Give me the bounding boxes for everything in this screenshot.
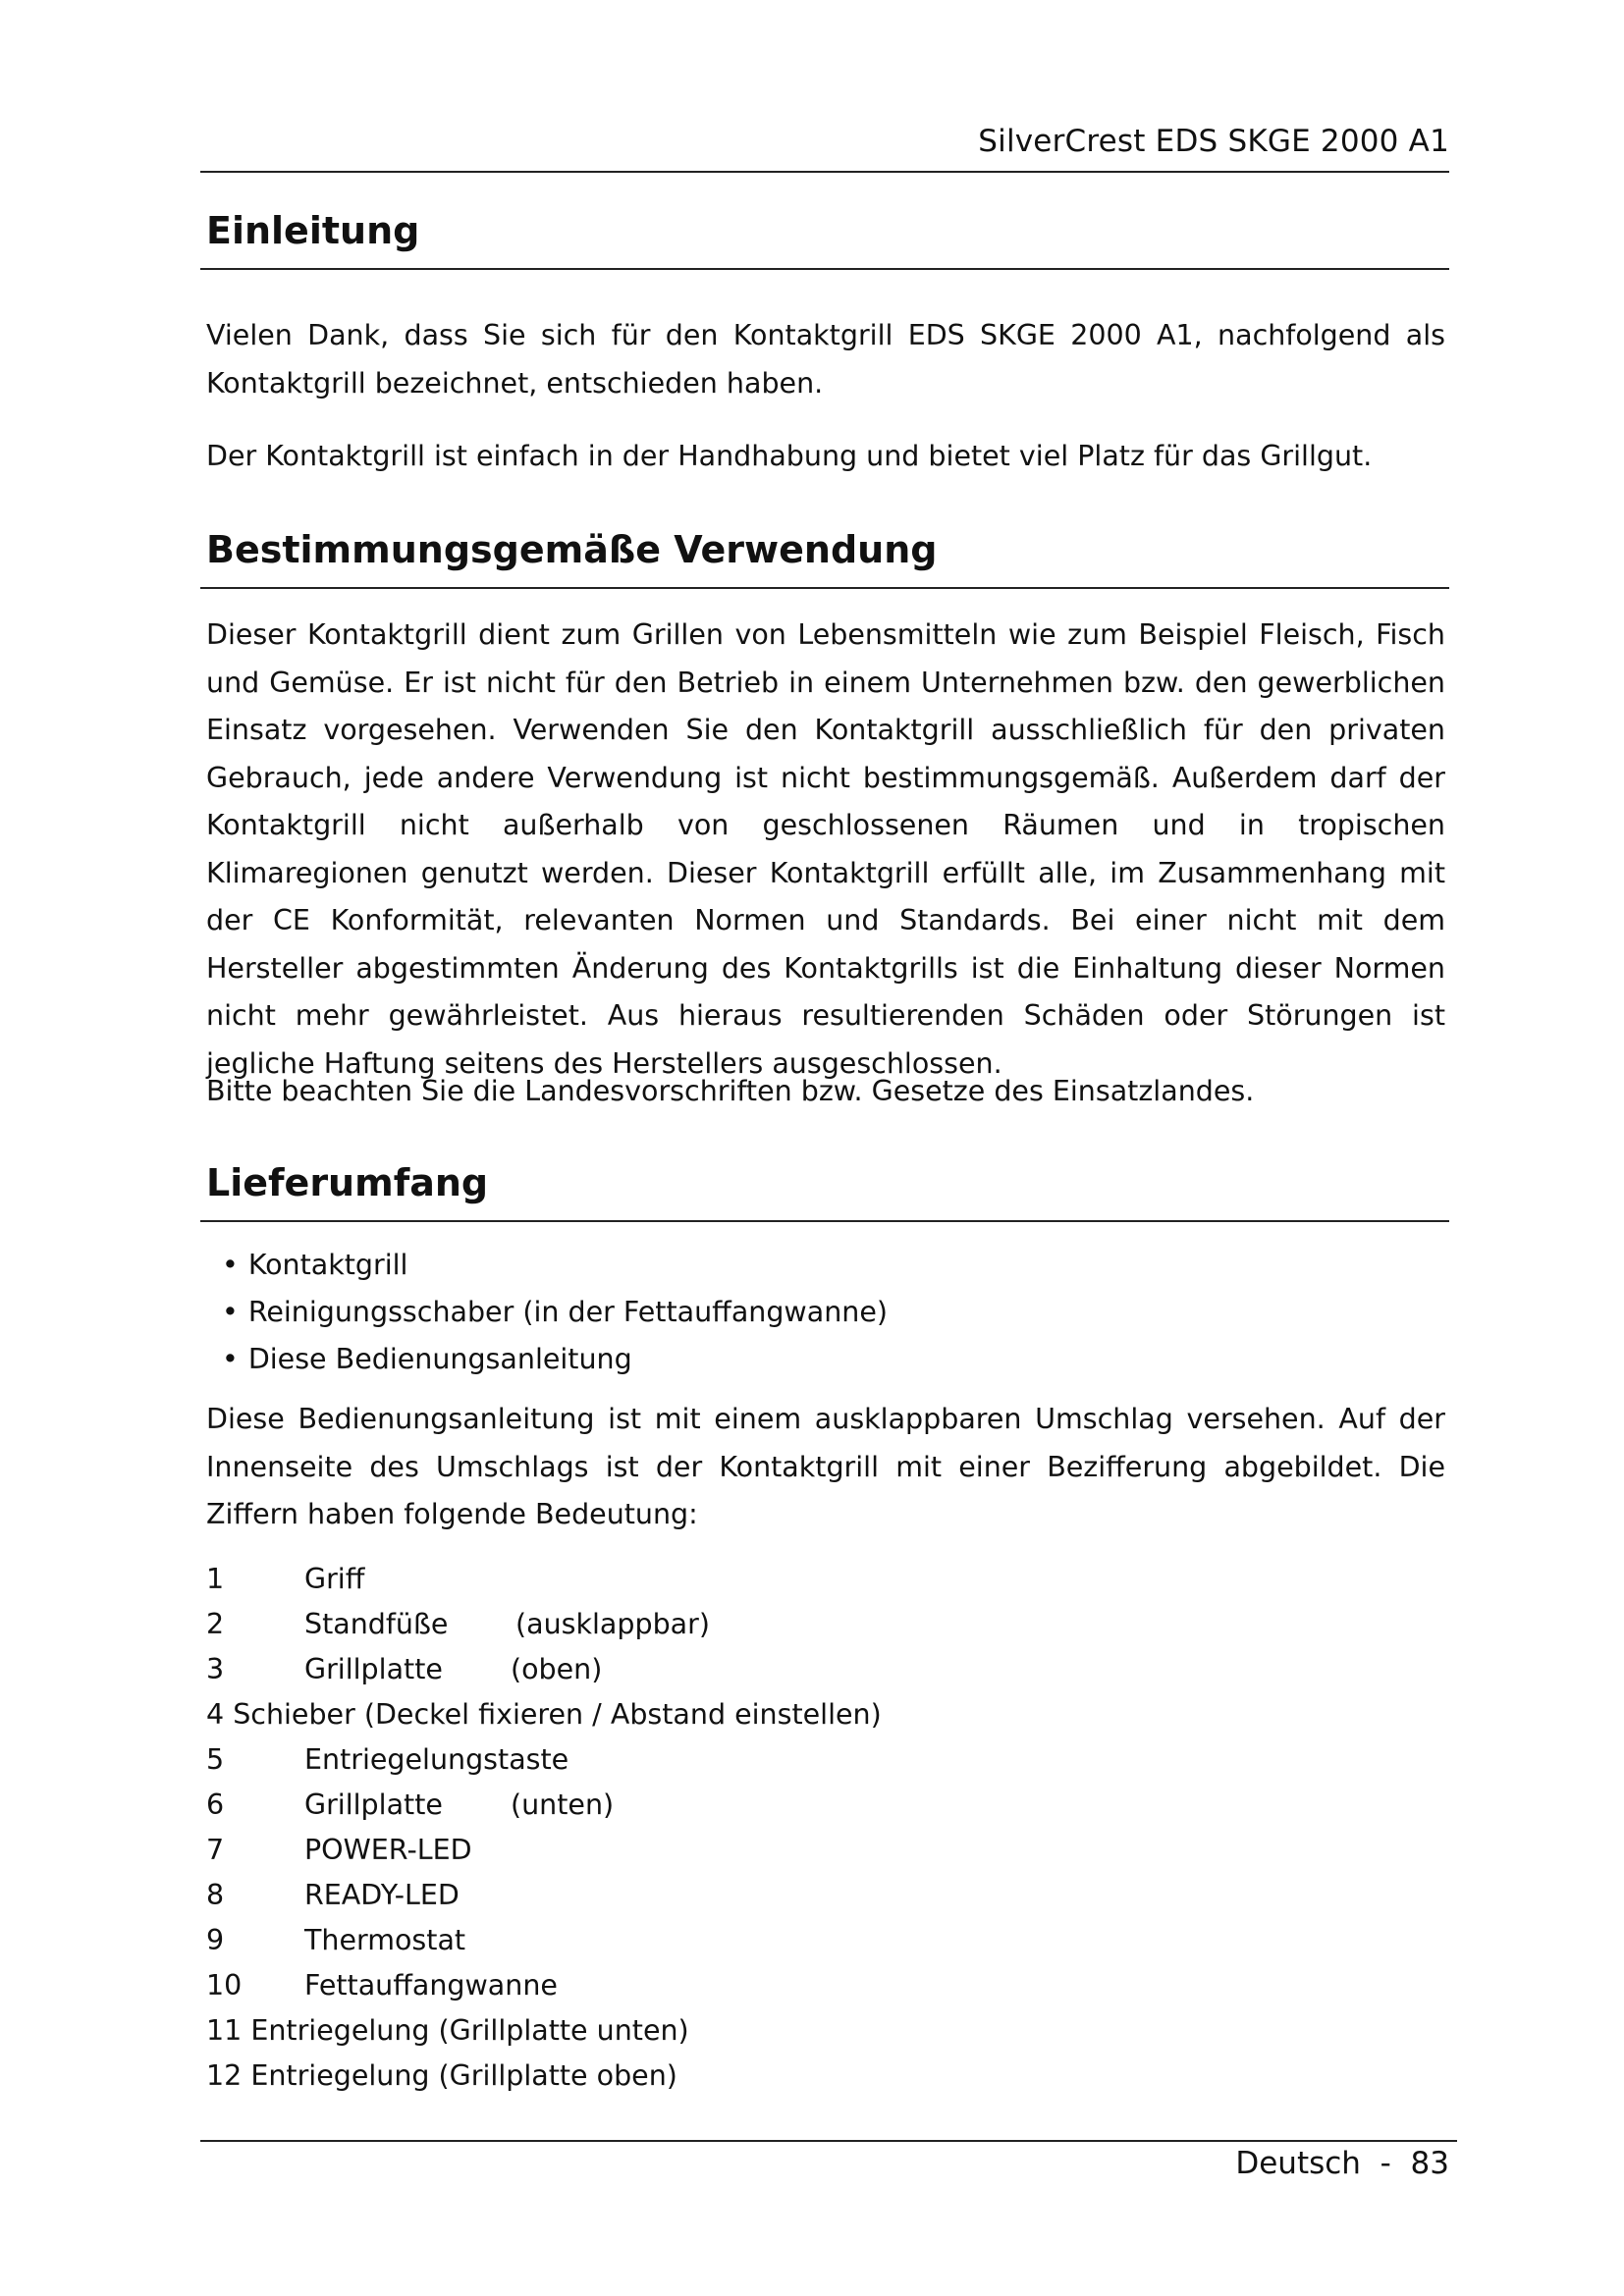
legend-row: 6 Grillplatte (unten)	[206, 1789, 615, 1821]
legend-row: 9 Thermostat	[206, 1924, 466, 1956]
list-item: • Reinigungsschaber (in der Fettauffangwanne)	[222, 1289, 888, 1336]
legend-row: 5 Entriegelungstaste	[206, 1743, 569, 1776]
paragraph: Dieser Kontaktgrill dient zum Grillen von Lebensmitteln wie zum Beispiel Fleisch, Fisch und Gemüse. Er ist nicht für den Betrieb in einem Unternehmen bzw. den gewerblichen Einsatz vorgesehen. Verwenden Sie den Kontaktgrill ausschließlich für den privaten Gebrauch, jede andere Verwendung ist nicht bestimmungsgemäß. Außerdem darf der Kontaktgrill nicht außerhalb von geschlossenen Räumen und in tropischen Klimaregionen genutzt werden. Dieser Kontaktgrill erfüllt alle, im Zusammenhang mit der CE Konformität, relevanten Normen und Standards. Bei einer nicht mit dem Hersteller abgestimmten Änderung des Kontaktgrills ist die Einhaltung dieser Normen nicht mehr gewährleistet. Aus hieraus resultierenden Schäden oder Störungen ist jegliche Haftung seitens des Herstellers ausgeschlossen.	[206, 618, 1445, 1080]
delivery-list	[222, 1242, 888, 1383]
legend-row: 2 Standfüße (ausklappbar)	[206, 1608, 710, 1640]
legend-row: 10 Fettauffangwanne	[206, 1969, 558, 2002]
footer-rule	[200, 2140, 1457, 2142]
heading-rule	[200, 268, 1449, 270]
list-item: • Kontaktgrill	[222, 1242, 888, 1289]
legend-row: 7 POWER-LED	[206, 1834, 472, 1866]
paragraph: Diese Bedienungsanleitung ist mit einem ausklappbaren Umschlag versehen. Auf der Innenseite des Umschlags ist der Kontaktgrill mit einer Bezifferung abgebildet. Die Ziffern haben folgende Bedeutung:	[206, 1403, 1445, 1530]
page-footer: Deutsch - 83	[1235, 2146, 1449, 2181]
legend-row: 4 Schieber (Deckel fixieren / Abstand einstellen)	[206, 1698, 882, 1731]
paragraph: Bitte beachten Sie die Landesvorschriften bzw. Gesetze des Einsatzlandes.	[206, 1075, 1255, 1107]
list-item: • Diese Bedienungsanleitung	[222, 1336, 888, 1383]
legend-row: 8 READY-LED	[206, 1879, 460, 1911]
legend-row: 12 Entriegelung (Grillplatte oben)	[206, 2059, 677, 2092]
bullet-icon: •	[222, 1249, 239, 1281]
legend-row: 1 Griff	[206, 1563, 365, 1595]
heading-einleitung: Einleitung	[206, 209, 420, 252]
heading-lieferumfang: Lieferumfang	[206, 1161, 489, 1204]
document-title: SilverCrest EDS SKGE 2000 A1	[978, 124, 1449, 159]
legend-row: 11 Entriegelung (Grillplatte unten)	[206, 2014, 689, 2047]
heading-rule	[200, 1220, 1449, 1222]
header-rule	[200, 171, 1449, 173]
bullet-icon: •	[222, 1343, 239, 1375]
paragraph: Vielen Dank, dass Sie sich für den Kontaktgrill EDS SKGE 2000 A1, nachfolgend als Kontaktgrill bezeichnet, entschieden haben.	[206, 319, 1445, 400]
bullet-icon: •	[222, 1296, 239, 1328]
legend-row: 3 Grillplatte (oben)	[206, 1653, 603, 1685]
parts-legend	[206, 1557, 1090, 2099]
heading-verwendung: Bestimmungsgemäße Verwendung	[206, 528, 938, 571]
paragraph: Der Kontaktgrill ist einfach in der Handhabung und bietet viel Platz für das Grillgut.	[206, 440, 1373, 472]
heading-rule	[200, 587, 1449, 589]
